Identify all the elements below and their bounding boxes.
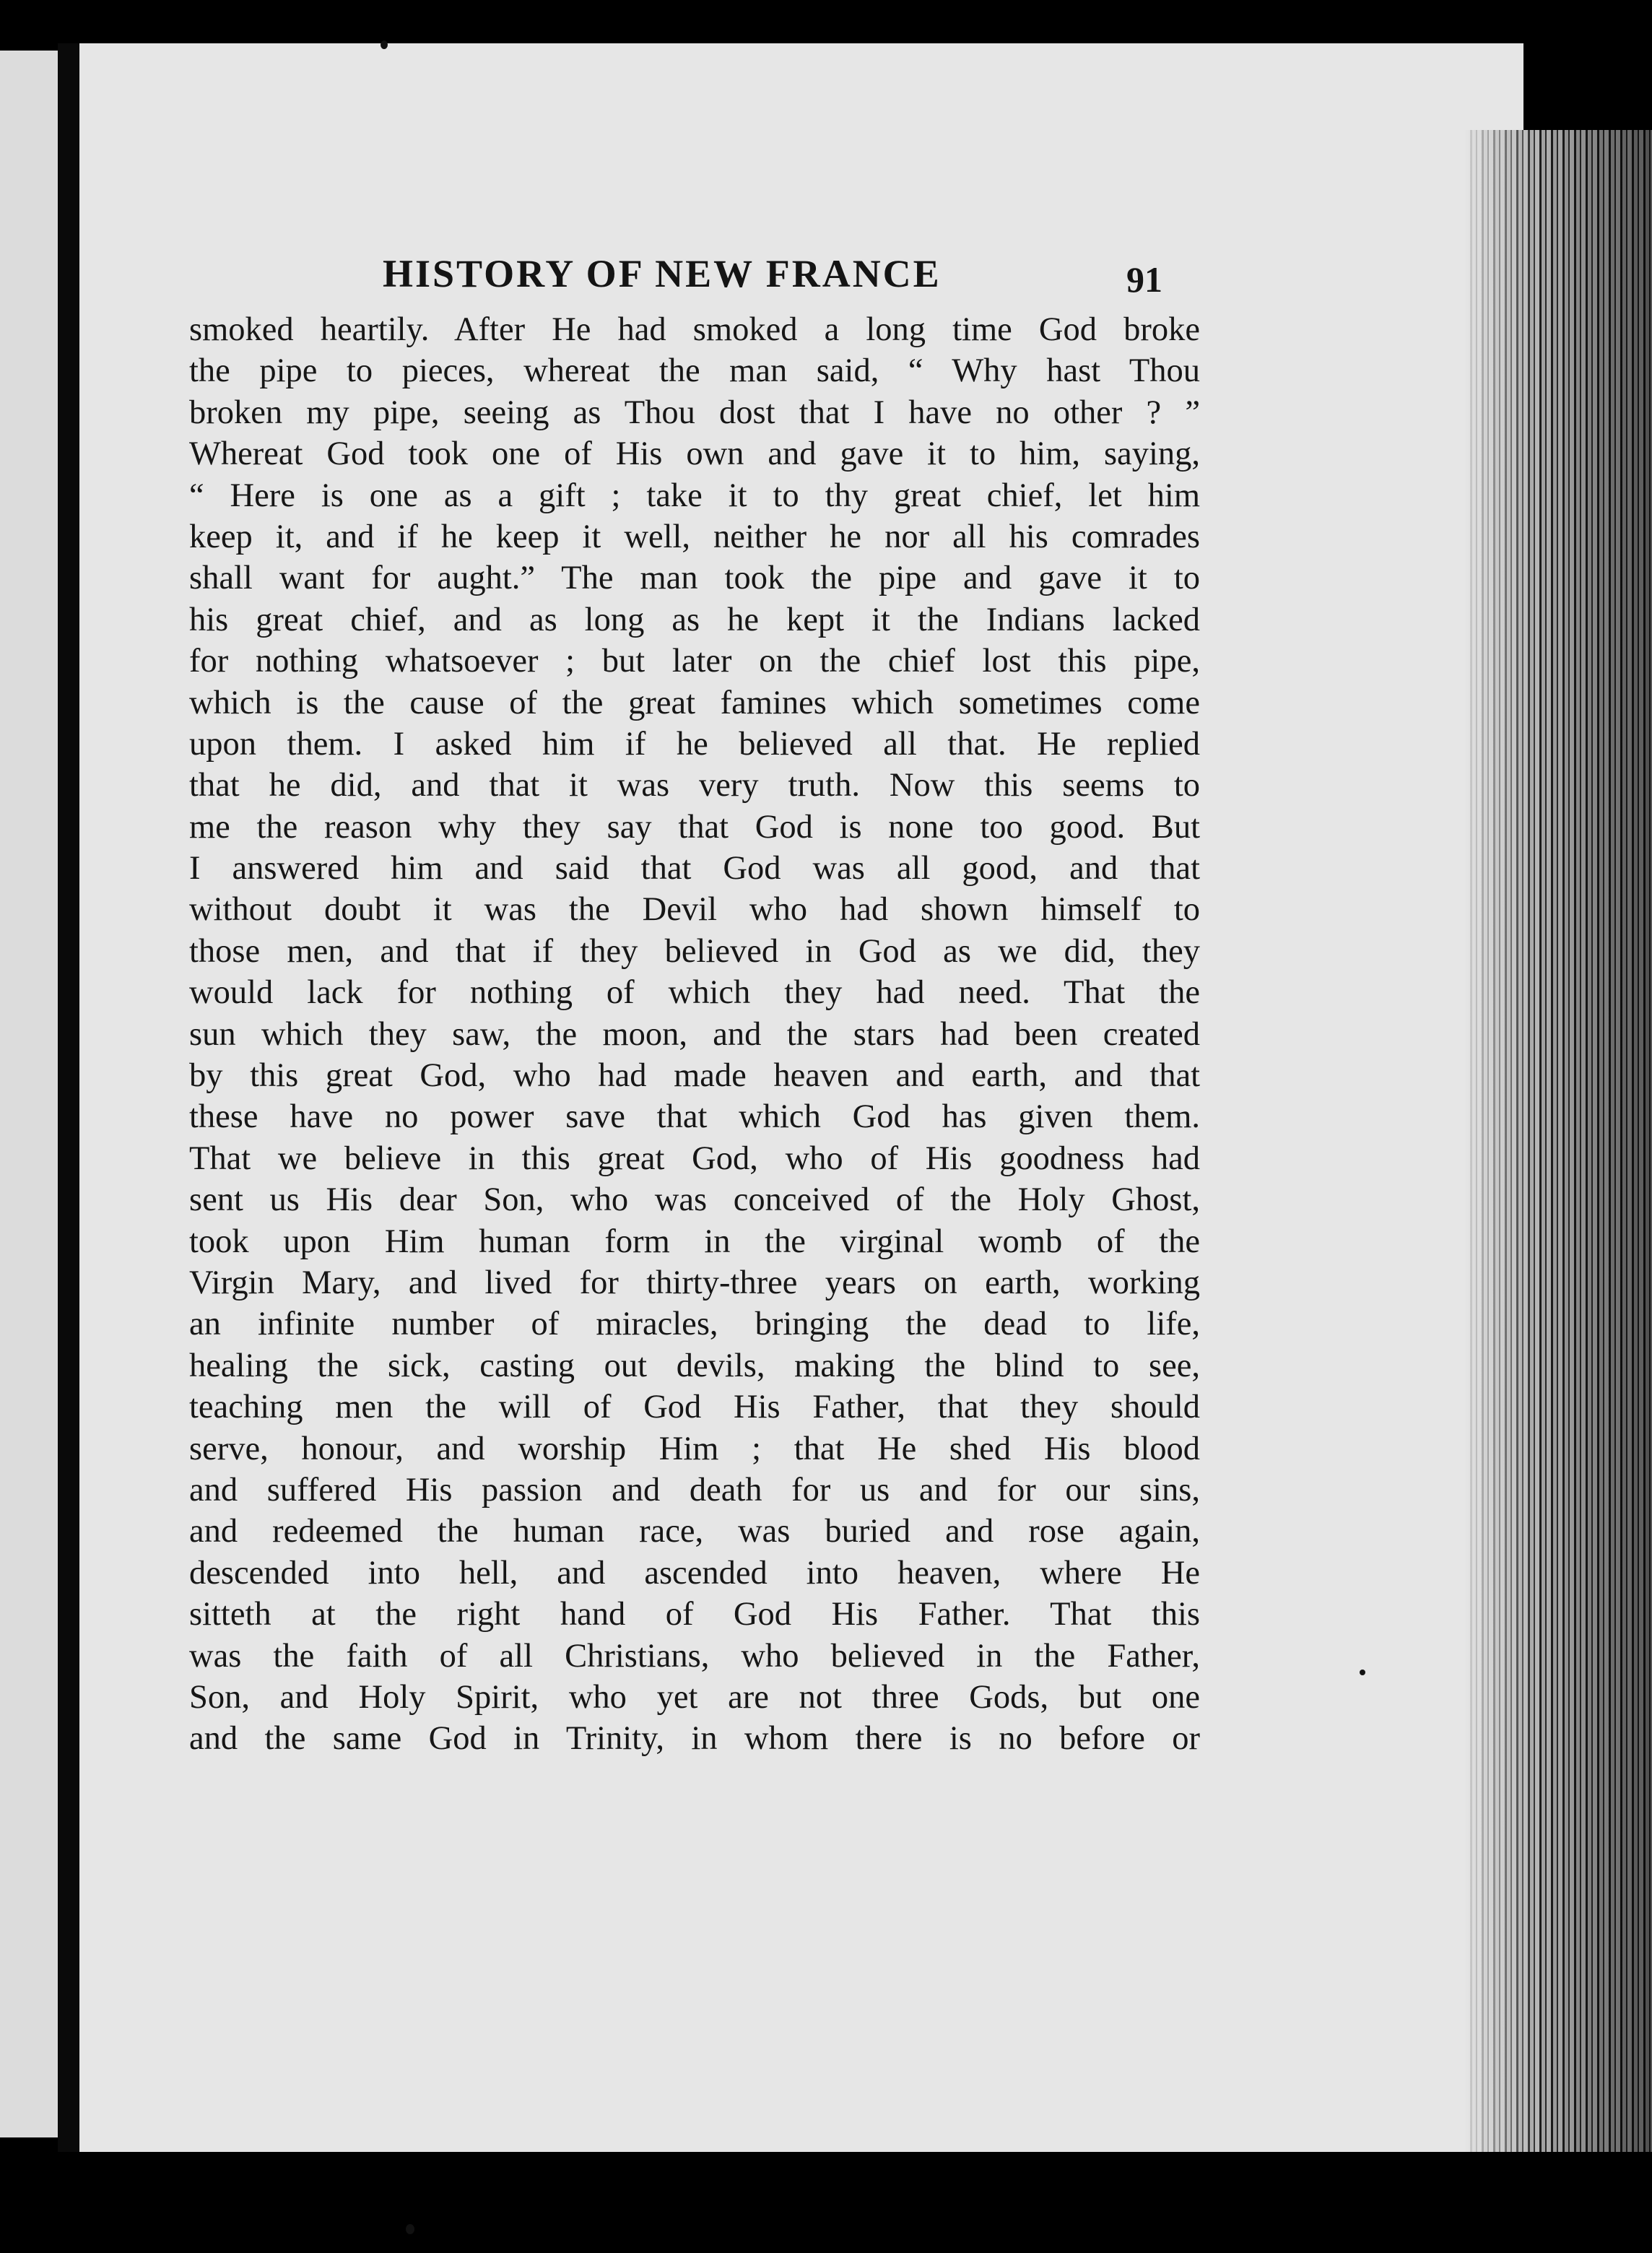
text-line: took upon Him human form in the virginal womb of the [189,1223,1200,1260]
text-line: his great chief, and as long as he kept it the Indians lacked [189,601,1200,638]
text-line: the pipe to pieces, whereat the man said, “ Why hast Thou [189,352,1200,390]
dust-speck [406,2224,414,2234]
running-title: HISTORY OF NEW FRANCE [383,252,942,295]
text-line: broken my pipe, seeing as Thou dost that I have no other ? ” [189,394,1200,431]
previous-page-edge [0,51,58,2137]
text-line: which is the cause of the great famines which sometimes come [189,684,1200,721]
dust-speck [381,40,388,49]
text-line: smoked heartily. After He had smoked a long time God broke [189,311,1200,348]
text-line: keep it, and if he keep it well, neither he nor all his comrades [189,518,1200,555]
text-line: that he did, and that it was very truth. Now this seems to [189,767,1200,804]
text-line: these have no power save that which God has given them. [189,1098,1200,1136]
page-number: 91 [1126,259,1162,300]
text-line: That we believe in this great God, who of His goodness had [189,1139,1200,1177]
text-line: “ Here is one as a gift ; take it to thy great chief, let him [189,477,1200,514]
text-line: those men, and that if they believed in God as we did, they [189,932,1200,970]
text-line: and suffered His passion and death for us and for our sins, [189,1471,1200,1508]
text-line: sitteth at the right hand of God His Father. That this [189,1596,1200,1633]
text-line: teaching men the will of God His Father, that they should [189,1389,1200,1426]
text-line: and redeemed the human race, was buried and rose again, [189,1513,1200,1550]
book-gutter [58,43,79,2152]
text-line: shall want for aught.” The man took the pipe and gave it to [189,560,1200,597]
text-line: descended into hell, and ascended into heaven, where He [189,1554,1200,1592]
text-line: sun which they saw, the moon, and the stars had been created [189,1015,1200,1053]
text-line: would lack for nothing of which they had need. That the [189,974,1200,1012]
text-line: Whereat God took one of His own and gave it to him, saying, [189,435,1200,473]
text-line: serve, honour, and worship Him ; that He shed His blood [189,1430,1200,1467]
body-text [189,309,1200,1760]
text-line: and the same God in Trinity, in whom there is no before or [189,1720,1200,1758]
text-line: was the faith of all Christians, who believed in the Father, [189,1637,1200,1675]
dust-speck [1360,1670,1365,1675]
text-line: me the reason why they say that God is none too good. But [189,808,1200,846]
text-line: I answered him and said that God was all good, and that [189,850,1200,887]
text-line: for nothing whatsoever ; but later on the chief lost this pipe, [189,643,1200,680]
fore-edge-shadow [1466,130,1652,2152]
text-line: Virgin Mary, and lived for thirty-three years on earth, working [189,1264,1200,1301]
text-line: upon them. I asked him if he believed all that. He replied [189,725,1200,763]
text-line: Son, and Holy Spirit, who yet are not three Gods, but one [189,1678,1200,1716]
text-line: without doubt it was the Devil who had shown himself to [189,891,1200,929]
text-line: healing the sick, casting out devils, making the blind to see, [189,1347,1200,1384]
text-line: by this great God, who had made heaven and earth, and that [189,1057,1200,1095]
text-line: sent us His dear Son, who was conceived of the Holy Ghost, [189,1181,1200,1219]
text-line: an infinite number of miracles, bringing the dead to life, [189,1306,1200,1343]
